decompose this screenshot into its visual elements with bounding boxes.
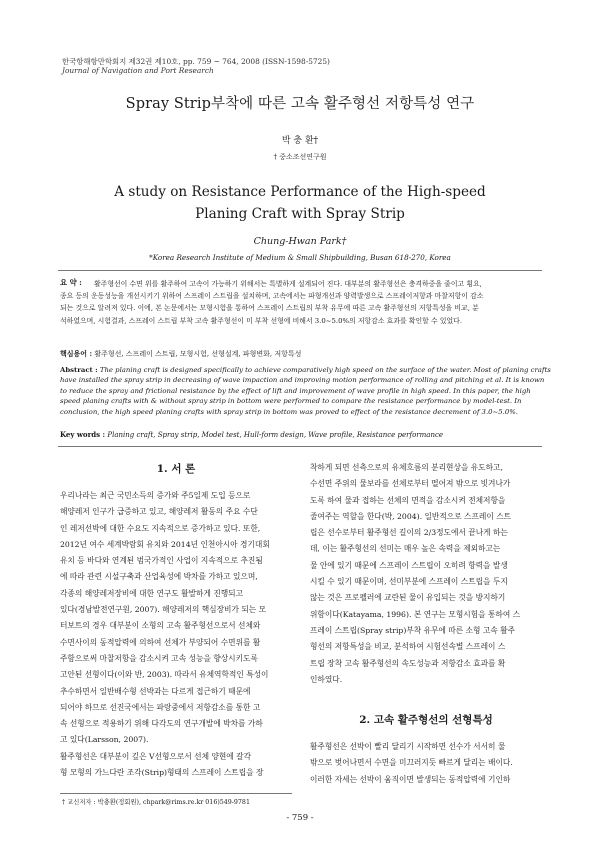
body-line: 립은 선수로부터 활주형선 길이의 2/3정도에서 끝나게 하는 (310, 528, 508, 538)
abstract-en (60, 365, 551, 417)
body-line: 해양레저 인구가 급증하고 있고, 해양레저 활동의 주요 수단 (60, 507, 258, 517)
body-line: 이러한 자세는 선박이 움직이면 발생되는 동적압력에 기인하 (310, 774, 511, 784)
keywords-ko-label: 핵심용어 : (60, 349, 93, 358)
title-en-line-2: Planing Craft with Spray Strip (195, 206, 405, 222)
body-line: 추수하면서 일반배수형 선박과는 다르게 접근하기 때문에 (60, 686, 251, 696)
right-column-body (310, 460, 542, 688)
author-ko: 박 충 환† (281, 136, 319, 146)
page-number: - 759 - (286, 813, 314, 823)
body-line: 있다(경남발전연구원, 2007). 해양레저의 핵심장비가 되는 모 (60, 605, 267, 615)
keywords-en-label: Key words : (60, 430, 106, 439)
body-line: 활주형선은 대부분이 깊은 V선형으로서 선체 양현에 갈각 (60, 751, 252, 761)
abstract-ko-line: 활주형선이 수면 위를 활주하여 고속이 가능하기 위해서는 특별하게 설계되어 진다. 대부분의 활주형선은 충격하중을 줄이고 횡요, (94, 280, 482, 288)
body-line: 도록 하여 물과 접하는 선체의 면적을 감소시켜 전체저항을 (310, 495, 506, 505)
body-line: 형 모형의 가느다란 조각(Strip)형태의 스프레이 스트립을 장 (60, 768, 264, 778)
section-2-heading: 2. 고속 활주형선의 선형특성 (359, 714, 493, 726)
keywords-ko (60, 349, 301, 359)
journal-info-ko: 한국항해항만학회지 제32권 제10호, pp. 759 ~ 764, 2008 (ISSN-1598-5725) (62, 57, 330, 66)
body-line: 에 따라 관련 시설구축과 산업육성에 박차를 가하고 있으며, (60, 572, 258, 582)
abstract-en-first-line (60, 365, 551, 375)
author-en: Chung-Hwan Park† (253, 236, 347, 247)
body-line: 위함이다(Katayama, 1996). 본 연구는 모형시험을 통하여 스 (310, 609, 521, 619)
keywords-ko-text: 활주형선, 스프레이 스트립, 모형시험, 선형설계, 파형변화, 저항특성 (94, 350, 302, 358)
abstract-ko-line: 석하였으며, 시험결과, 스프레이 스트립 부착 고속 활주형선이 미 부착 선형에 비해서 3.0~5.0%의 저항감소 효과를 확인할 수 있었다. (60, 316, 463, 325)
body-line: 우리나라는 최근 국민소득의 증가와 주5일제 도입 등으로 (60, 491, 251, 500)
title-en-line-1: A study on Resistance Performance of the High-speed (114, 184, 486, 200)
body-line: 줄여주는 역할을 한다(박, 2004). 일반적으로 스프레이 스트 (310, 511, 512, 521)
title-en (0, 181, 600, 225)
abstract-ko-label: 요 약 : (60, 278, 82, 287)
body-line: 밖으로 벗어나면서 수면을 미끄러지듯 빠르게 달리는 배이다. (310, 758, 513, 768)
left-column-body (60, 488, 292, 781)
body-line: 주함으로써 마찰저항을 감소시켜 고속 성능을 향상시키도록 (60, 653, 258, 663)
abstract-ko-line: 되는 것으로 알려져 있다. 이에, 본 논문에서는 모형시험을 통하여 스프레이 스트립의 부착 유무에 따른 고속 활주형선의 저항특성을 비교, 분 (60, 304, 479, 313)
body-line: 인 레저선박에 대한 수요도 지속적으로 증가하고 있다. 또한, (60, 523, 261, 533)
body-line: 착하게 되면 선측으로의 유체흐름의 분리현상을 유도하고, (310, 463, 503, 472)
body-line: 각종의 해양레저장비에 대한 연구도 활발하게 진행되고 (60, 588, 244, 598)
body-line: 수면사이의 동적압력에 의하여 선체가 부양되어 수면위를 활 (60, 637, 261, 647)
body-line: 인하였다. (310, 674, 343, 684)
body-line: 터보트의 경우 대부분이 소형의 고속 활주형선으로서 선체와 (60, 621, 261, 631)
right-column-body-2 (310, 739, 542, 788)
body-line: 되어야 하므로 선진국에서는 파랑중에서 저항감소를 통한 고 (60, 702, 261, 712)
body-line: 프레이 스트립(Spray strip)부착 유무에 따른 소형 고속 활주 (310, 625, 516, 635)
body-line: 트립 장착 고속 활주형선의 속도성능과 저항감소 효과를 확 (310, 658, 506, 668)
body-line: 활주형선은 선박이 빨리 달리기 시작하면 선수가 서서히 물 (310, 742, 506, 751)
footnote: † 교신저자 : 박충환(정회원), chpark@rims.re.kr 016)549-9781 (62, 799, 250, 806)
abstract-en-line: conclusion, the high speed planing crafts with spray strip in bottom was proved to effect of the resistance decrement of 3.0~5.0%. (60, 407, 518, 416)
body-line: 유치 등 바다와 연계된 범국가적인 사업이 지속적으로 추진됨 (60, 556, 263, 566)
abstract-ko-line: 종요 등의 운동성능을 개선시키기 위하여 스프레이 스트립을 설치하며, 고속에서는 파형개선과 양력발생으로 스프레이저항과 마찰저항이 감소 (60, 292, 484, 301)
section-1-heading: 1. 서 론 (156, 463, 196, 475)
abstract-en-line: to reduce the spray and frictional resistance by the effect of lift and improvement of wave profile in high speed. In this paper, the high (60, 386, 531, 395)
abstract-en-line: The planing craft is designed specifically to achieve comparatively high speed on the surface of the water. Most of planing crafts (99, 366, 551, 374)
abstract-bottom-rule (58, 446, 542, 447)
body-line: 시킬 수 있기 때문이며, 선미부분에 스프레이 스트립을 두지 (310, 577, 508, 587)
affiliation-ko: † 중소조선연구원 (273, 153, 327, 161)
keywords-en-text: Planing craft, Spray strip, Model test, Hull-form design, Wave profile, Resistance performance (107, 431, 444, 439)
abstract-en-line: have installed the spray strip in decreasing of wave impaction and improving motion performance of rolling and pitching et al. It is known (60, 376, 545, 385)
abstract-en-label: Abstract : (60, 366, 98, 374)
body-line: 데, 이는 활주형선의 선미는 매우 높은 속력을 제외하고는 (310, 544, 501, 554)
abstract-top-rule (58, 270, 542, 271)
affiliation-en: *Korea Research Institute of Medium & Small Shipbuilding, Busan 618-270, Korea (149, 253, 451, 262)
body-line: 않는 것은 프로펠러에 교란된 물이 유입되는 것을 방지하기 (310, 593, 506, 603)
keywords-en (60, 430, 443, 439)
body-line: 고 있다(Larsson, 2007). (60, 735, 149, 745)
body-line: 고안된 선형이다(이와 반, 2003). 따라서 유체역학적인 특성이 (60, 670, 269, 680)
footnote-rule (60, 793, 292, 794)
body-line: 형선의 저항특성을 비교, 분석하여 시험선속별 스프레이 스 (310, 642, 506, 652)
abstract-en-line: speed planing crafts with & without spray strip in bottom were performed to compare the resistance performance by model-test. In (60, 397, 522, 406)
body-line: 2012년 여수 세계박람회 유치와 2014년 인천아시아 경기대회 (60, 539, 270, 549)
title-ko: Spray Strip부착에 따른 고속 활주형선 저항특성 연구 (125, 96, 475, 112)
body-line: 속 선형으로 적용하기 위해 다각도의 연구개발에 박차를 가하 (60, 719, 263, 729)
body-line: 수선면 주위의 물보라를 선체로부터 떨어져 밖으로 빗겨나가 (310, 479, 511, 489)
body-line: 물 안에 있기 때문에 스프레이 스트립이 오히려 항력을 발생 (310, 560, 508, 570)
journal-info-en: Journal of Navigation and Port Research (62, 66, 214, 75)
